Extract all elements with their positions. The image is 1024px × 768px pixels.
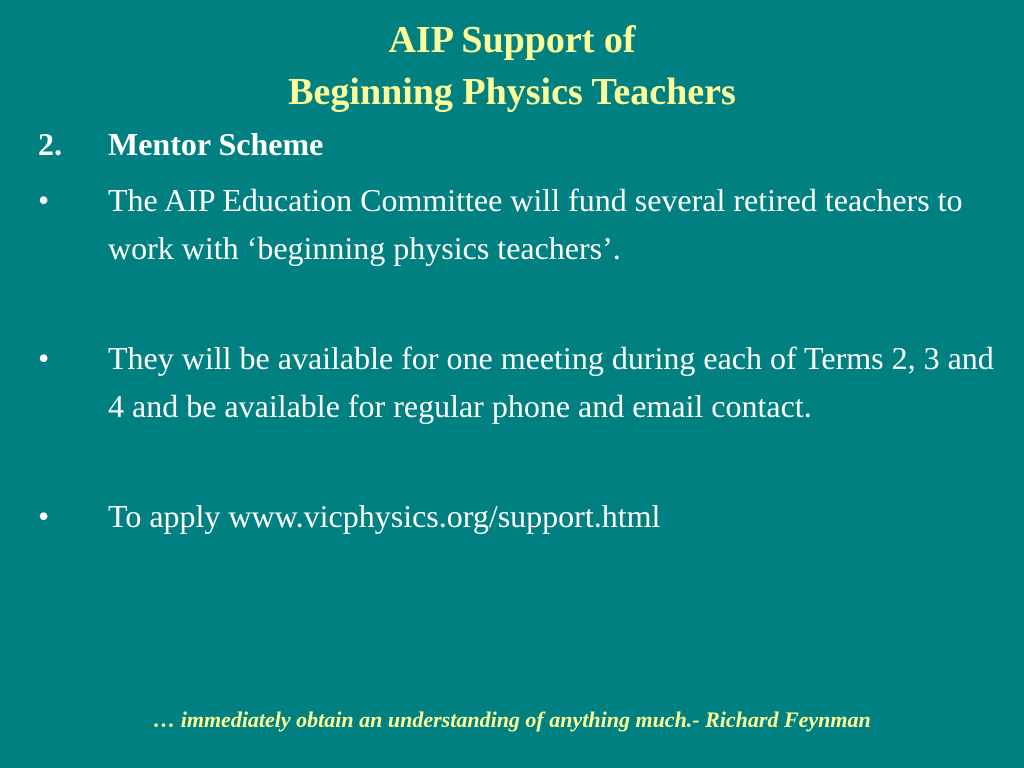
section-heading [38, 120, 998, 168]
bullet-marker: • [38, 182, 50, 218]
slide-title [0, 14, 1024, 118]
section-heading-text: Mentor Scheme [108, 126, 324, 162]
bullet-item [38, 492, 998, 540]
bullet-marker: • [38, 498, 50, 534]
title-line-1: AIP Support of [388, 19, 636, 61]
slide-content [38, 120, 998, 540]
bullet-item [38, 334, 998, 430]
title-line-2: Beginning Physics Teachers [288, 71, 736, 113]
bullet-text: To apply www.vicphysics.org/support.html [108, 498, 661, 534]
feynman-quote: … immediately obtain an understanding of anything much.- Richard Feynman [153, 707, 871, 732]
bullet-item [38, 176, 998, 272]
section-number: 2. [38, 126, 62, 162]
bullet-text: The AIP Education Committee will fund several retired teachers to work with ‘beginning physics teachers’. [108, 182, 963, 266]
bullet-text: They will be available for one meeting during each of Terms 2, 3 and 4 and be available for regular phone and email contact. [108, 340, 994, 424]
bullet-marker: • [38, 340, 50, 376]
